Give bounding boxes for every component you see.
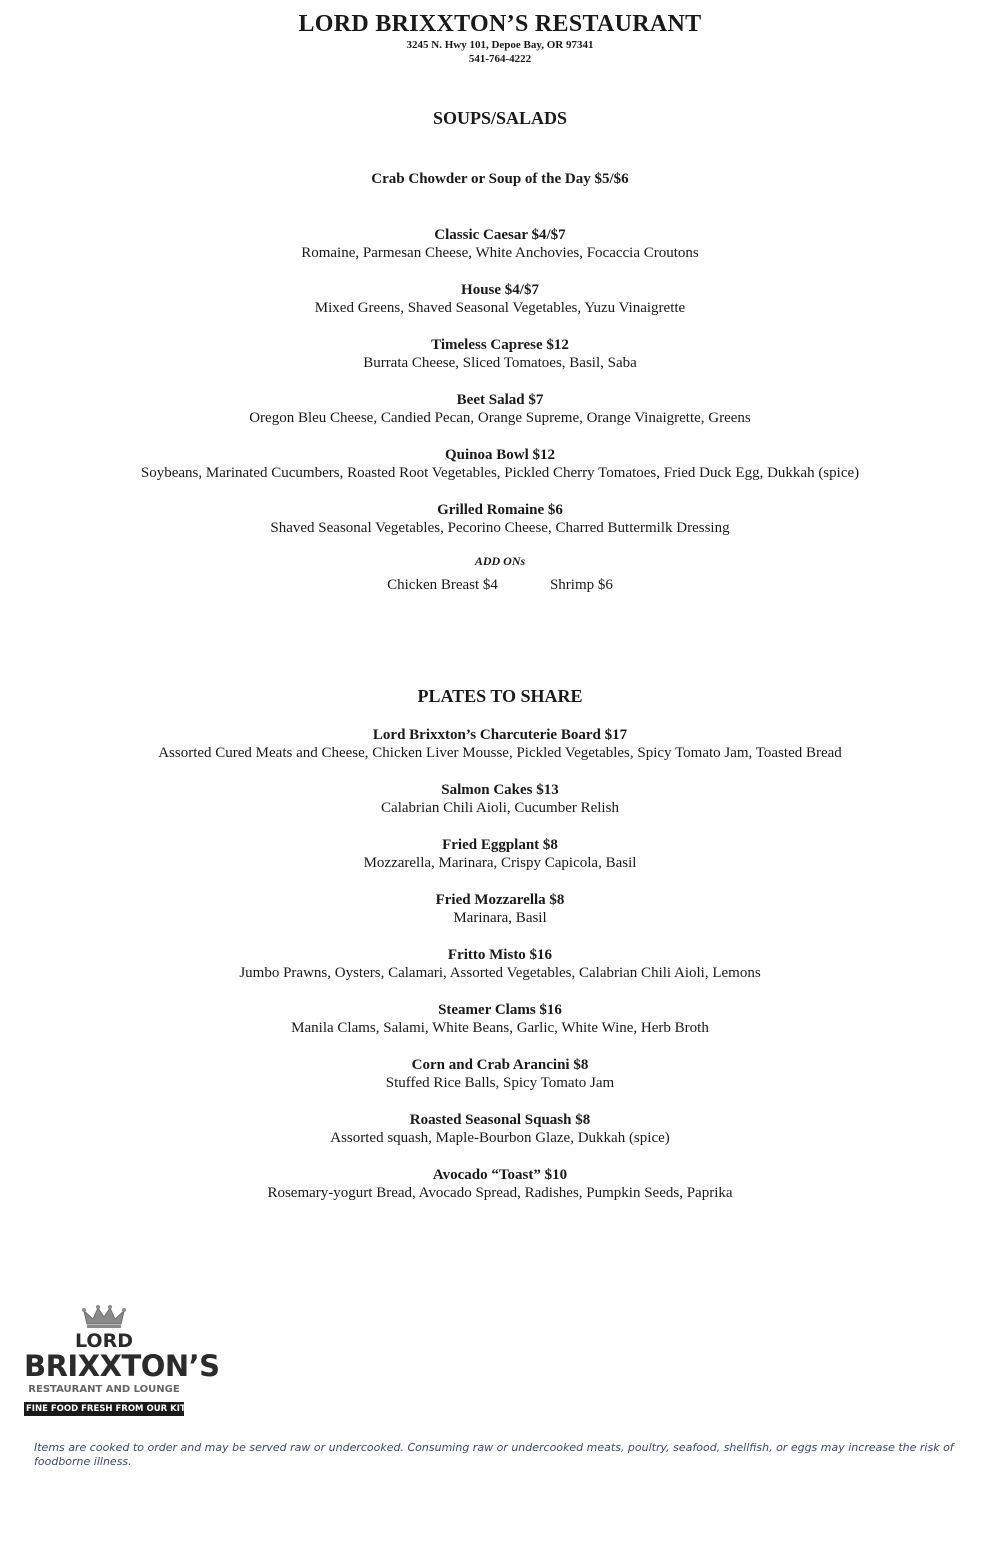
logo-tagline: FINE FOOD FRESH FROM OUR KITCHEN [26,1404,212,1414]
menu-item-caprese [0,336,1000,372]
item-description: Rosemary-yogurt Bread, Avocado Spread, Radishes, Pumpkin Seeds, Paprika [267,1185,733,1201]
restaurant-phone: 541-764-4222 [468,53,532,65]
menu-item-beet-salad [0,391,1000,427]
item-description: Marinara, Basil [453,910,547,926]
item-description: Manila Clams, Salami, White Beans, Garlic, White Wine, Herb Broth [291,1020,709,1036]
item-description: Burrata Cheese, Sliced Tomatoes, Basil, Saba [363,355,637,371]
menu-item-chowder [0,170,1000,188]
addon-shrimp: Shrimp $6 [549,577,613,593]
restaurant-name: LORD BRIXXTON’S RESTAURANT [298,11,702,37]
menu-item-house [0,281,1000,317]
item-description: Jumbo Prawns, Oysters, Calamari, Assorted Vegetables, Calabrian Chili Aioli, Lemons [239,965,761,981]
menu-item-fried-eggplant [0,836,1000,872]
logo-line-lord: LORD [75,1330,133,1352]
item-name: Corn and Crab Arancini $8 [411,1057,589,1073]
menu-item-charcuterie [0,726,1000,762]
item-name: Fritto Misto $16 [447,947,553,963]
addons-list [0,577,1000,594]
item-name: House $4/$7 [461,282,539,298]
item-description: Assorted squash, Maple-Bourbon Glaze, Dukkah (spice) [330,1130,670,1146]
menu-item-grilled-romaine [0,501,1000,537]
restaurant-logo [24,1305,220,1416]
item-name: Crab Chowder or Soup of the Day $5/$6 [371,171,629,187]
food-safety-disclaimer: Items are cooked to order and may be served raw or undercooked. Consuming raw or undercooked meats, poultry, seafood, shellfish, or eggs may increase the risk of foodborne illness. [34,1441,954,1468]
menu-item-salmon-cakes [0,781,1000,817]
item-description: Mozzarella, Marinara, Crispy Capicola, Basil [363,855,637,871]
section-title-plates: PLATES TO SHARE [417,686,583,706]
addons-title: ADD ONs [474,554,526,568]
item-description: Soybeans, Marinated Cucumbers, Roasted Root Vegetables, Pickled Cherry Tomatoes, Fried Duck Egg, Dukkah (spice) [140,465,860,481]
menu-item-fritto-misto [0,946,1000,982]
addon-chicken: Chicken Breast $4 [387,577,498,593]
item-name: Fried Eggplant $8 [442,837,558,853]
menu-item-quinoa-bowl [0,446,1000,482]
menu-item-caesar [0,226,1000,262]
menu-header [0,10,1000,66]
item-description: Stuffed Rice Balls, Spicy Tomato Jam [385,1075,615,1091]
menu-item-arancini [0,1056,1000,1092]
item-name: Beet Salad $7 [456,392,544,408]
item-name: Fried Mozzarella $8 [435,892,565,908]
item-description: Shaved Seasonal Vegetables, Pecorino Cheese, Charred Buttermilk Dressing [270,520,730,536]
section-title-soups-salads: SOUPS/SALADS [432,108,568,128]
item-name: Classic Caesar $4/$7 [434,227,566,243]
item-name: Grilled Romaine $6 [437,502,563,518]
menu-item-fried-mozzarella [0,891,1000,927]
item-description: Assorted Cured Meats and Cheese, Chicken Liver Mousse, Pickled Vegetables, Spicy Tomato Jam, Toasted Bread [158,745,842,761]
logo-line-brixxtons: BRIXXTON’S [24,1349,220,1383]
item-name: Timeless Caprese $12 [431,337,569,353]
menu-item-steamer-clams [0,1001,1000,1037]
item-name: Lord Brixxton’s Charcuterie Board $17 [372,727,628,743]
item-name: Steamer Clams $16 [438,1002,562,1018]
item-name: Avocado “Toast” $10 [432,1167,568,1183]
menu-item-avocado-toast [0,1166,1000,1202]
item-description: Oregon Bleu Cheese, Candied Pecan, Orange Supreme, Orange Vinaigrette, Greens [249,410,751,426]
item-name: Salmon Cakes $13 [441,782,559,798]
item-name: Roasted Seasonal Squash $8 [409,1112,591,1128]
item-name: Quinoa Bowl $12 [444,447,556,463]
item-description: Mixed Greens, Shaved Seasonal Vegetables, Yuzu Vinaigrette [314,300,686,316]
menu-item-roasted-squash [0,1111,1000,1147]
logo-line-restaurant-lounge: RESTAURANT AND LOUNGE [28,1384,180,1395]
item-description: Romaine, Parmesan Cheese, White Anchovies, Focaccia Croutons [301,245,699,261]
item-description: Calabrian Chili Aioli, Cucumber Relish [381,800,619,816]
restaurant-address: 3245 N. Hwy 101, Depoe Bay, OR 97341 [406,39,594,51]
crown-icon [81,1305,127,1329]
